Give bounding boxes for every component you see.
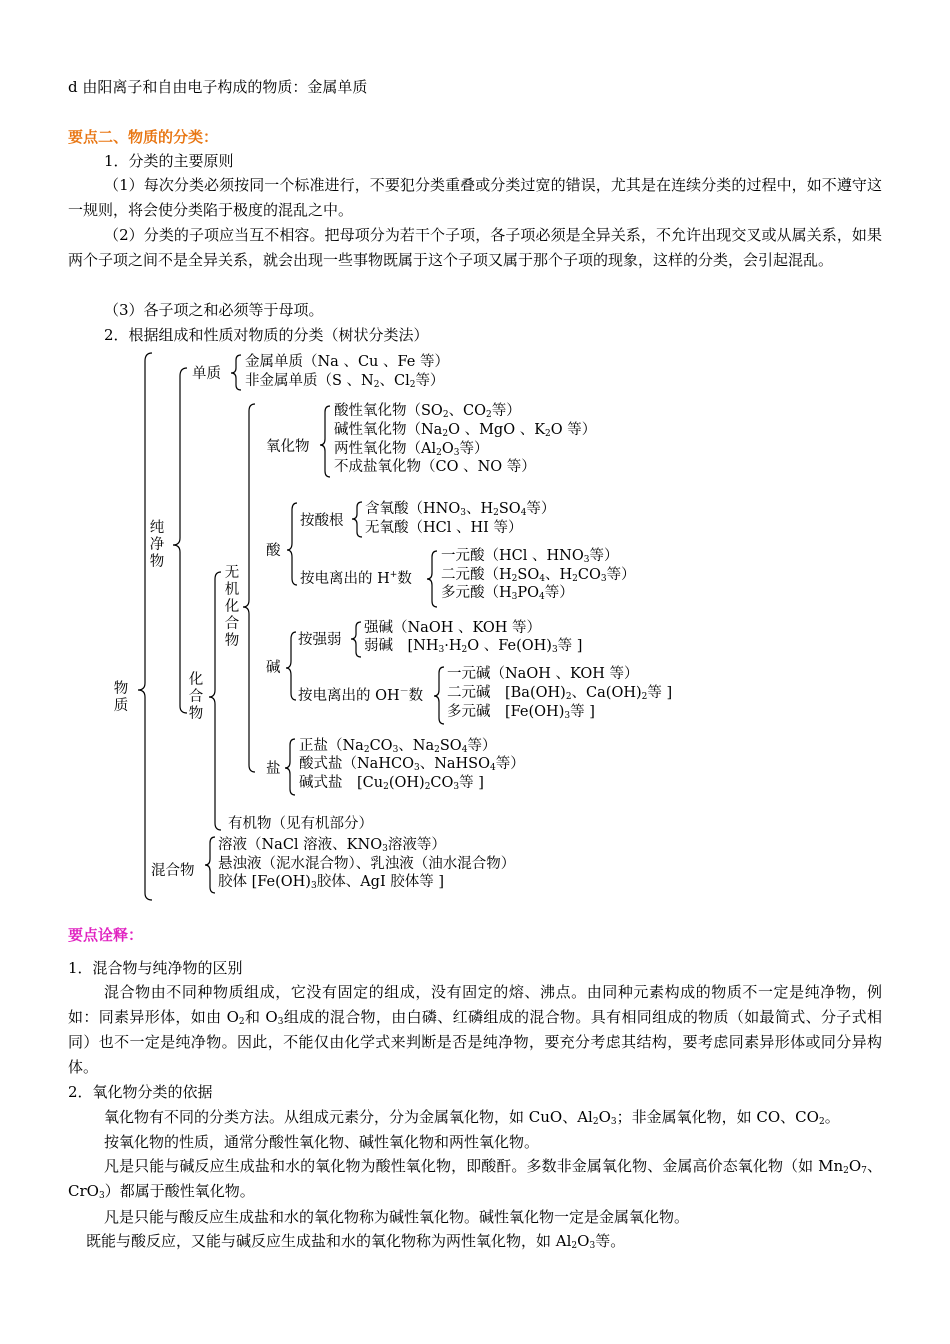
tree-mixture-label: 混合物 [151,863,195,879]
tree-by-ionization-oh: 按电离出的 OH－数 [298,687,424,704]
notes-heading: 要点诠释： [68,926,144,944]
bracket-mixture [205,837,215,893]
tree-by-oxyacid: 按酸根 [300,513,344,529]
tree-normal-salt: 正盐（$Na_2CO_3$、$Na_2SO_4$等） [299,738,497,755]
bracket-by-oh [434,667,444,724]
tree-acidic-oxide: 酸性氧化物（$SO_2$、$CO_2$等） [334,403,521,420]
note1-title: 1．混合物与纯净物的区别 [68,959,243,977]
tree-simple-label: 单质 [192,366,221,382]
tree-inorganic-label: 无机化合物 [224,565,240,649]
note2-title: 2．氧化物分类的依据 [68,1083,213,1101]
bracket-pure [173,368,187,713]
tree-acid-label: 酸 [266,543,281,559]
tree-by-strength: 按强弱 [298,632,342,648]
tree-di-base: 二元碱 [$Ba(OH)_2$、$Ca(OH)_2$等 ] [447,685,673,702]
rule-3: （3）各子项之和必须等于母项。 [104,301,324,319]
bracket-by-oxyacid [352,502,362,537]
tree-compound-label: 化合物 [188,672,204,722]
section-heading: 要点二、物质的分类： [68,128,219,146]
tree-nonmetal-simple: 非金属单质（S 、$N_2$、$Cl_2$等） [245,373,445,390]
tree-nonsalt-oxide: 不成盐氧化物（CO 、NO 等） [334,459,536,475]
tree-di-acid: 二元酸（$H_2SO_4$、$H_2CO_3$等） [441,567,636,584]
tree-weak-base: 弱碱 [$NH_3\cdot H_2O$ 、$Fe(OH)_3$等 ] [364,638,583,655]
note1-body: 混合物由不同种物质组成，它没有固定的组成，没有固定的熔、沸点。由同种元素构成的物质不一定是纯净物，例如：同素异形体，如由 $O_2$和 $O_3$组成的混合物，由白磷、红磷组成的混合物。具有相同组成的物质（如最简式、分子式相同）也不一定是纯净物。因此，不能仅由化学式来判断是否是纯净物，要充分考虑其结构，要考虑同素异形体或同分异构体。 [68,983,882,1076]
tree-solution: 溶液（NaCl 溶液、$KNO_3$溶液等） [218,837,446,854]
note2-p1: 氧化物有不同的分类方法。从组成元素分，分为金属氧化物，如 CuO、$Al_2O_3$；非金属氧化物，如 CO、$CO_2$。 [104,1108,840,1127]
tree-suspension: 悬浊液（泥水混合物）、乳浊液（油水混合物） [218,856,516,872]
note2-p4: 凡是只能与酸反应生成盐和水的氧化物称为碱性氧化物。碱性氧化物一定是金属氧化物。 [104,1208,690,1226]
bracket-inorganic [243,404,255,772]
tree-poly-acid: 多元酸（$H_3PO_4$等） [441,585,574,602]
tree-strong-base: 强碱（NaOH 、KOH 等） [364,620,542,636]
tree-oxy-acid: 含氧酸（$HNO_3$、$H_2SO_4$等） [365,501,556,518]
tree-basic-oxide: 碱性氧化物（$Na_2O$ 、MgO 、$K_2O$ 等） [334,422,597,439]
bracket-by-strength [351,622,361,657]
note2-p2: 按氧化物的性质，通常分酸性氧化物、碱性氧化物和两性氧化物。 [104,1133,540,1151]
tree-colloid: 胶体 [$Fe(OH)_3$胶体、AgI 胶体等 ] [218,874,445,891]
note2-p3: 凡是只能与碱反应生成盐和水的氧化物为酸性氧化物，即酸酐。多数非金属氧化物、金属高价态氧化物（如 $Mn_2O_7$、CrO$_3$）都属于酸性氧化物。 [68,1157,882,1201]
tree-root-label: 物质 [113,681,129,714]
tree-pure-label: 纯净物 [149,520,165,570]
item2-title: 2．根据组成和性质对物质的分类（树状分类法） [104,326,429,344]
tree-metal-simple: 金属单质（Na 、Cu 、Fe 等） [245,354,449,370]
bracket-by-h [427,551,437,607]
rule-1: （1）每次分类必须按同一个标准进行，不要犯分类重叠或分类过宽的错误，尤其是在连续分类的过程中，如不遵守这一规则，将会使分类陷于极度的混乱之中。 [68,176,882,219]
tree-base-label: 碱 [266,660,281,676]
bracket-base [286,632,296,700]
bracket-oxide [320,406,330,477]
tree-poly-base: 多元碱 [$Fe(OH)_3$等 ] [447,704,595,721]
tree-basic-salt: 碱式盐 [$Cu_2(OH)_2CO_3$等 ] [299,775,484,792]
rule-2: （2）分类的子项应当互不相容。把母项分为若干个子项，各子项必须是全异关系，不允许出现交叉或从属关系，如果两个子项之间不是全异关系，就会出现一些事物既属于这个子项又属于那个子项的现象，这样的分类，会引起混乱。 [68,226,882,269]
bracket-root [138,353,152,900]
tree-organic: 有机物（见有机部分） [228,816,373,832]
bracket-acid [287,503,297,585]
tree-salt-label: 盐 [266,761,281,777]
item1-title: 1．分类的主要原则 [104,152,234,170]
tree-oxide-label: 氧化物 [266,439,310,455]
tree-amph-oxide: 两性氧化物（$Al_2O_3$等） [334,441,489,458]
tree-acid-salt: 酸式盐（NaHCO$_3$、NaHSO$_4$等） [299,756,525,773]
note2-p5: 既能与酸反应，又能与碱反应生成盐和水的氧化物称为两性氧化物，如 $Al_2O_3$等。 [86,1232,626,1251]
bracket-compound [209,572,221,830]
tree-mono-acid: 一元酸（HCl 、$HNO_3$等） [441,548,619,565]
bracket-salt [285,739,295,795]
bracket-simple [231,355,241,390]
tree-by-ionization-h: 按电离出的 H+数 [300,570,412,587]
intro-line: d 由阳离子和自由电子构成的物质：金属单质 [68,78,368,96]
tree-mono-base: 一元碱（NaOH 、KOH 等） [447,666,639,682]
tree-nonoxy-acid: 无氧酸（HCl 、HI 等） [365,520,523,536]
